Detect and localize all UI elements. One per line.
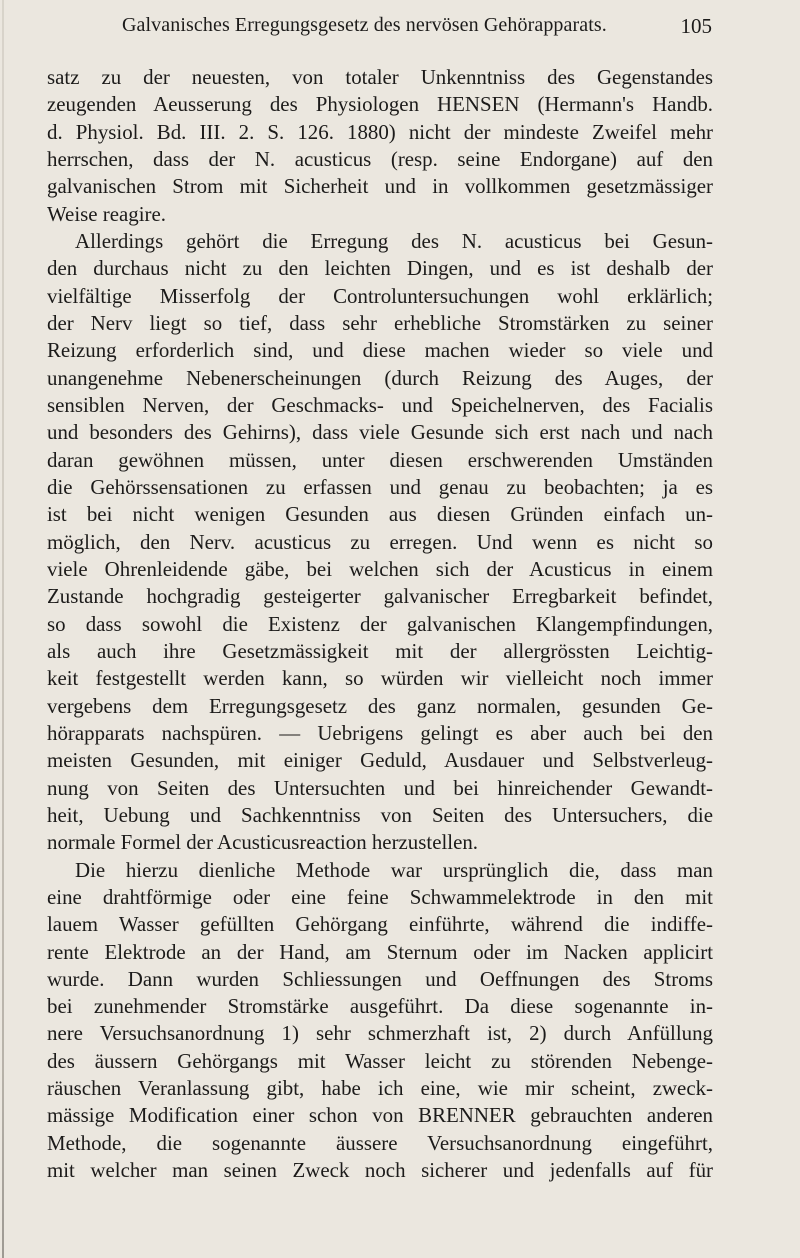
text-line: so dass sowohl die Existenz der galvanischen Klangempfindungen, (47, 611, 713, 636)
page-number: 105 (680, 14, 712, 38)
text-line: nung von Seiten des Untersuchten und bei hinreichender Gewandt- (47, 775, 713, 800)
text-line: meisten Gesunden, mit einiger Geduld, Ausdauer und Selbstverleug- (47, 748, 713, 773)
text-line: normale Formel der Acusticusreaction herzustellen. (47, 830, 479, 855)
text-line: des äussern Gehörgangs mit Wasser leicht zu störenden Nebenge- (47, 1048, 713, 1073)
text-line: Weise reagire. (47, 201, 166, 226)
text-line: vergebens dem Erregungsgesetz des ganz normalen, gesunden Ge- (47, 693, 713, 718)
text-line: d. Physiol. Bd. III. 2. S. 126. 1880) nicht der mindeste Zweifel mehr (47, 119, 713, 144)
body-text (47, 64, 713, 1184)
page-gutter-shadow (2, 0, 4, 1258)
text-line: hörapparats nachspüren. — Uebrigens gelingt es aber auch bei den (47, 720, 713, 745)
text-line: lauem Wasser gefüllten Gehörgang einführte, während die indiffe- (47, 912, 713, 937)
text-line: räuschen Veranlassung gibt, habe ich eine, wie mir scheint, zweck- (47, 1076, 713, 1101)
text-line: ist bei nicht wenigen Gesunden aus diesen Gründen einfach un- (47, 502, 713, 527)
running-header (122, 14, 712, 44)
text-line: viele Ohrenleidende gäbe, bei welchen sich der Acusticus in einem (47, 556, 713, 581)
text-line: und besonders des Gehirns), dass viele Gesunde sich erst nach und nach (47, 420, 713, 445)
text-line: satz zu der neuesten, von totaler Unkenntniss des Gegenstandes (47, 65, 713, 89)
text-line: herrschen, dass der N. acusticus (resp. seine Endorgane) auf den (47, 146, 713, 171)
text-line: zeugenden Aeusserung des Physiologen HENSEN (Hermann's Handb. (47, 92, 713, 117)
text-line: mit welcher man seinen Zweck noch sicherer und jedenfalls auf für (47, 1158, 713, 1183)
text-line: Die hierzu dienliche Methode war ursprünglich die, dass man (75, 857, 713, 882)
text-line: galvanischen Strom mit Sicherheit und in vollkommen gesetzmässiger (47, 174, 713, 199)
text-line: daran gewöhnen müssen, unter diesen erschwerenden Umständen (47, 447, 713, 472)
text-line: heit, Uebung und Sachkenntniss von Seiten des Untersuchers, die (47, 802, 713, 827)
text-line: möglich, den Nerv. acusticus zu erregen. Und wenn es nicht so (47, 529, 713, 554)
text-line: mässige Modification einer schon von BRENNER gebrauchten anderen (47, 1103, 713, 1128)
text-line: Reizung erforderlich sind, und diese machen wieder so viele und (47, 338, 713, 363)
text-line: den durchaus nicht zu den leichten Dingen, und es ist deshalb der (47, 256, 713, 281)
text-line: unangenehme Nebenerscheinungen (durch Reizung des Auges, der (47, 365, 713, 390)
text-line: vielfältige Misserfolg der Controluntersuchungen wohl erklärlich; (47, 283, 713, 308)
running-header-title: Galvanisches Erregungsgesetz des nervösen Gehörapparats. (122, 14, 607, 36)
text-line: wurde. Dann wurden Schliessungen und Oeffnungen des Stroms (47, 966, 713, 991)
text-line: die Gehörssensationen zu erfassen und genau zu beobachten; ja es (47, 474, 713, 499)
text-line: keit festgestellt werden kann, so würden wir vielleicht noch immer (47, 666, 713, 691)
text-line: der Nerv liegt so tief, dass sehr erhebliche Stromstärken zu seiner (47, 310, 713, 335)
text-line: eine drahtförmige oder eine feine Schwammelektrode in den mit (47, 884, 713, 909)
text-line: sensiblen Nerven, der Geschmacks- und Speichelnerven, des Facialis (47, 392, 713, 417)
text-line: als auch ihre Gesetzmässigkeit mit der allergrössten Leichtig- (47, 638, 713, 663)
text-line: rente Elektrode an der Hand, am Sternum oder im Nacken applicirt (47, 939, 713, 964)
text-line: Allerdings gehört die Erregung des N. acusticus bei Gesun- (75, 228, 713, 253)
text-line: Methode, die sogenannte äussere Versuchsanordnung eingeführt, (47, 1130, 713, 1155)
text-line: nere Versuchsanordnung 1) sehr schmerzhaft ist, 2) durch Anfüllung (47, 1021, 713, 1046)
text-line: bei zunehmender Stromstärke ausgeführt. Da diese sogenannte in- (47, 994, 713, 1019)
text-line: Zustande hochgradig gesteigerter galvanischer Erregbarkeit befindet, (47, 584, 713, 609)
